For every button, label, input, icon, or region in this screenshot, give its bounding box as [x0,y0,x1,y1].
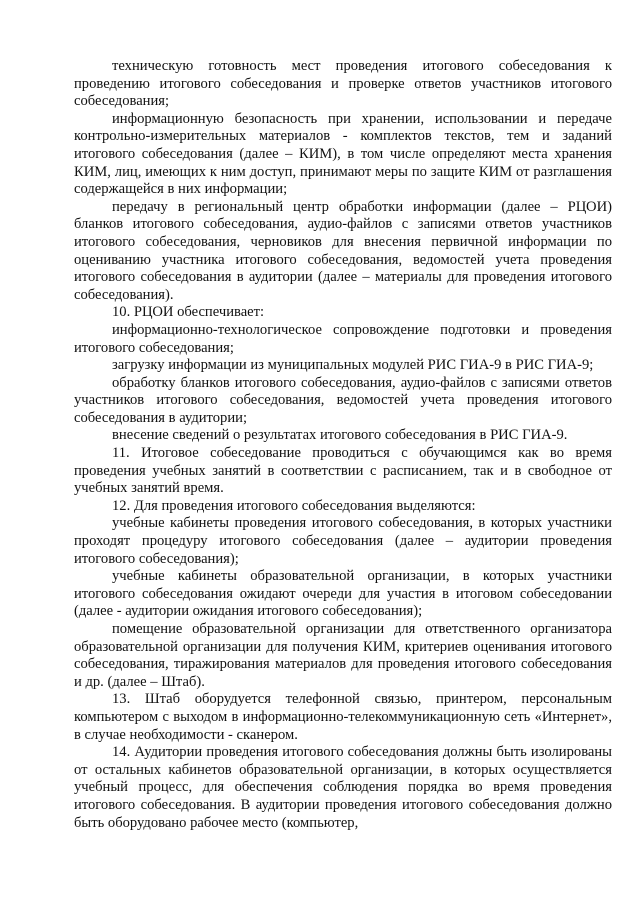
paragraph: 14. Аудитории проведения итогового собеседования должны быть изолированы от остальных кабинетов образовательной организации, в которых осуществляется учебный процесс, для обеспечения соблюдения порядка во время проведения итогового собеседования. В аудитории проведения итогового собеседования должно быть оборудовано рабочее место (компьютер, [74,744,612,831]
paragraph: техническую готовность мест проведения итогового собеседования к проведению итогового собеседования и проверке ответов участников итогового собеседования; [74,58,612,110]
paragraph: учебные кабинеты проведения итогового собеседования, в которых участники проходят процедуру итогового собеседования (далее – аудитории проведения итогового собеседования); [74,515,612,567]
document-page [74,58,612,832]
paragraph: информационно-технологическое сопровождение подготовки и проведения итогового собеседования; [74,321,612,356]
paragraph: обработку бланков итогового собеседования, аудио-файлов с записями ответов участников итогового собеседования, ведомостей учета проведения итогового собеседования в аудитории; [74,374,612,426]
section-heading: 12. Для проведения итогового собеседования выделяются: [112,497,476,514]
paragraph: 13. Штаб оборудуется телефонной связью, принтером, персональным компьютером с выходом в информационно-телекоммуникационную сеть «Интернет», в случае необходимости - сканером. [74,691,612,743]
paragraph: передачу в региональный центр обработки информации (далее – РЦОИ) бланков итогового собеседования, аудио-файлов с записями ответов участников итогового собеседования, черновиков для внесения первичной информации по оцениванию участника итогового собеседования, ведомостей учета проведения итогового собеседования в аудитории (далее – материалы для проведения итогового собеседования). [74,198,612,303]
paragraph: учебные кабинеты образовательной организации, в которых участники итогового собеседования ожидают очереди для участия в итоговом собеседовании (далее - аудитории ожидания итогового собеседования); [74,568,612,620]
paragraph: загрузку информации из муниципальных модулей РИС ГИА-9 в РИС ГИА-9; [112,357,594,374]
section-heading: 10. РЦОИ обеспечивает: [112,304,265,321]
paragraph: 11. Итоговое собеседование проводиться с обучающимся как во время проведения учебных занятий в соответствии с расписанием, так и в свободное от учебных занятий время. [74,445,612,497]
paragraph: информационную безопасность при хранении, использовании и передаче контрольно-измерительных материалов - комплектов текстов, тем и заданий итогового собеседования (далее – КИМ), в том числе определяют места хранения КИМ, лиц, имеющих к ним доступ, принимают меры по защите КИМ от разглашения содержащейся в них информации; [74,110,612,198]
paragraph: помещение образовательной организации для ответственного организатора образовательной организации для получения КИМ, критериев оценивания итогового собеседования, тиражирования материалов для проведения итогового собеседования и др. (далее – Штаб). [74,621,612,690]
paragraph: внесение сведений о результатах итогового собеседования в РИС ГИА-9. [112,427,568,444]
